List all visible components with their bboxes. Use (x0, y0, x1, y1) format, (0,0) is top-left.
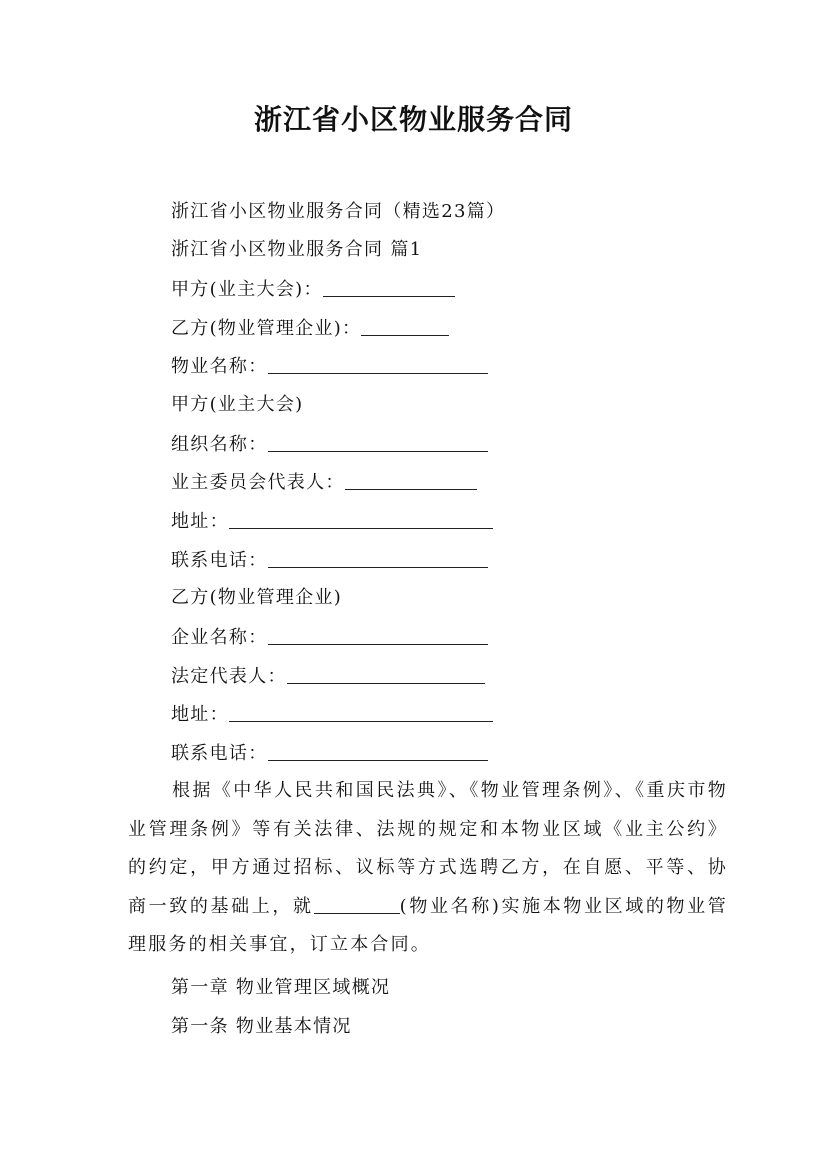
property-name-fill-blank (314, 895, 400, 914)
article-heading-line: 浙江省小区物业服务合同 篇1 (171, 239, 423, 260)
party-b-blank (361, 317, 449, 336)
party-b-label: 乙方(物业管理企业)： (171, 318, 362, 339)
property-name-line (171, 353, 488, 380)
article-heading: 第一条 物业基本情况 (171, 1016, 352, 1037)
phone-a-label: 联系电话： (171, 550, 268, 571)
legal-rep-blank (287, 665, 485, 684)
party-a-line (171, 276, 455, 303)
chapter-heading: 第一章 物业管理区域概况 (171, 977, 391, 998)
phone-b-blank (268, 742, 488, 761)
property-name-label: 物业名称： (171, 356, 268, 377)
owner-rep-label: 业主委员会代表人： (171, 472, 345, 493)
org-name-blank (268, 433, 488, 452)
property-name-blank (268, 355, 488, 374)
address-b-label: 地址： (171, 704, 229, 725)
company-name-blank (268, 626, 488, 645)
address-a-blank (229, 510, 493, 529)
intro-line: 浙江省小区物业服务合同（精选23篇） (171, 201, 506, 222)
party-b-heading: 乙方(物业管理企业) (171, 587, 343, 608)
owner-rep-blank (345, 471, 477, 490)
phone-a-line (171, 547, 488, 574)
contract-preamble (128, 772, 728, 965)
party-b-line (171, 315, 449, 342)
org-name-line (171, 431, 488, 458)
address-b-blank (229, 703, 493, 722)
party-a-label: 甲方(业主大会)： (171, 279, 323, 300)
legal-rep-label: 法定代表人： (171, 666, 287, 687)
company-name-line (171, 624, 488, 651)
company-name-label: 企业名称： (171, 627, 268, 648)
preamble-part1: 根据《中华人民共和国民法典》、《物业管理条例》、《重庆市物业管理条例》等有关法律、法规的规定和本物业区域《业主公约》的约定，甲方通过招标、议标等方式选聘乙方，在自愿、平等、协商一致的基础上，就 (128, 780, 728, 917)
org-name-label: 组织名称： (171, 434, 268, 455)
party-a-blank (323, 278, 455, 297)
legal-rep-line (171, 663, 485, 690)
document-title: 浙江省小区物业服务合同 (253, 103, 573, 136)
party-a-heading: 甲方(业主大会) (171, 394, 304, 415)
preamble-part2: (物业名称)实施本物业区域的物业管理服务的相关事宜，订立本合同。 (128, 895, 728, 956)
phone-a-blank (268, 549, 488, 568)
address-a-line (171, 508, 493, 535)
phone-b-label: 联系电话： (171, 743, 268, 764)
owner-rep-line (171, 469, 477, 496)
address-a-label: 地址： (171, 511, 229, 532)
phone-b-line (171, 740, 488, 767)
address-b-line (171, 701, 493, 728)
